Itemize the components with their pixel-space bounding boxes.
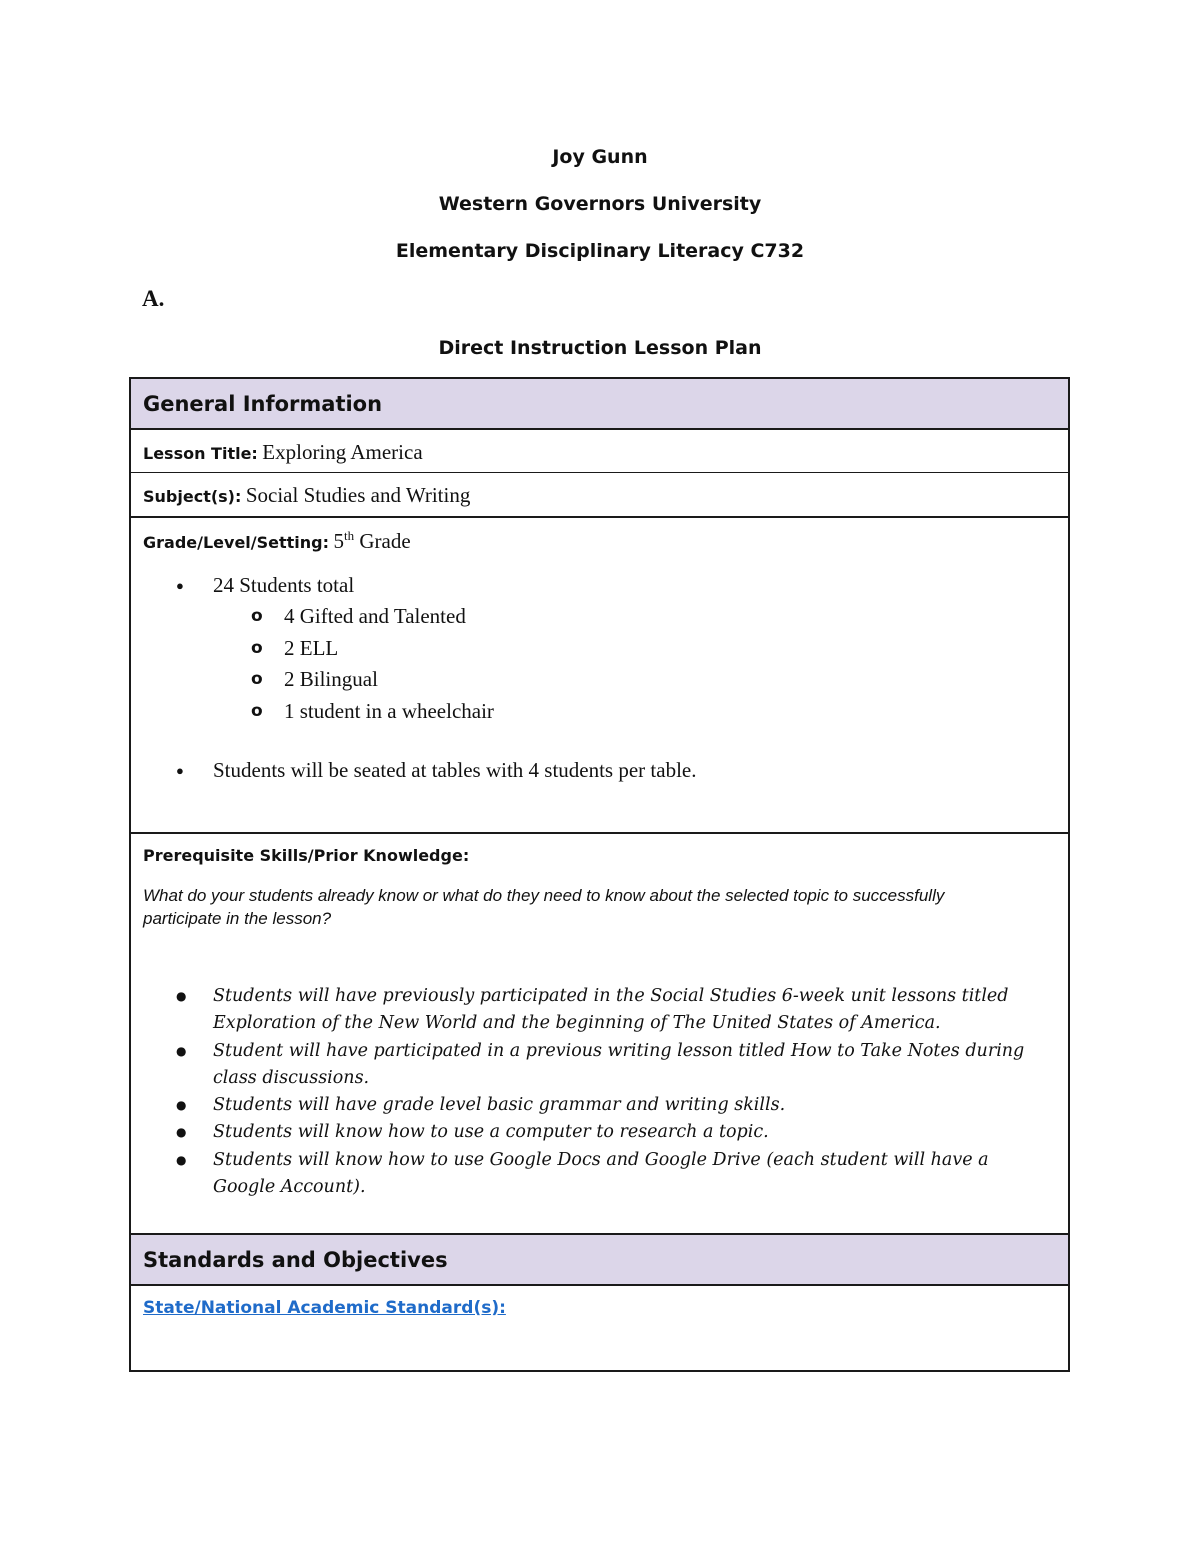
student-subgroups-list bbox=[143, 601, 1056, 727]
list-item: o 4 Gifted and Talented bbox=[143, 601, 1056, 633]
student-composition-list bbox=[143, 570, 1056, 601]
academic-standards-link[interactable]: State/National Academic Standard(s): bbox=[143, 1298, 506, 1318]
course-name: Elementary Disciplinary Literacy C732 bbox=[395, 240, 805, 262]
lesson-title-value: Exploring America bbox=[262, 440, 423, 464]
lesson-title-row bbox=[131, 430, 1068, 473]
prerequisite-list bbox=[143, 983, 1056, 1201]
list-item: ● Students will know how to use a computer to research a topic. bbox=[143, 1119, 1056, 1146]
grade-level-setting-row bbox=[131, 518, 1068, 834]
list-item: o 1 student in a wheelchair bbox=[143, 696, 1056, 728]
prerequisite-label: Prerequisite Skills/Prior Knowledge: bbox=[143, 846, 470, 865]
list-item: o 2 Bilingual bbox=[143, 664, 1056, 696]
list-item: ● Students will have previously participated in the Social Studies 6-week unit lessons titled Exploration of the New World and the beginning of The United States of America. bbox=[143, 983, 1056, 1038]
document-title: Direct Instruction Lesson Plan bbox=[438, 337, 762, 359]
list-item: ● Student will have participated in a previous writing lesson titled How to Take Notes during class discussions. bbox=[143, 1038, 1056, 1093]
list-item: ● Students will be seated at tables with 4 students per table. bbox=[143, 755, 1056, 786]
standards-objectives-header bbox=[131, 1235, 1068, 1286]
author-name: Joy Gunn bbox=[552, 146, 648, 168]
institution-name: Western Governors University bbox=[438, 193, 762, 215]
subjects-row bbox=[131, 473, 1068, 518]
subjects-value: Social Studies and Writing bbox=[245, 483, 471, 507]
prerequisite-question: What do your students already know or what do they need to know about the selected topic to successfully participate in the lesson? bbox=[143, 886, 945, 928]
prerequisite-skills-row bbox=[131, 834, 1068, 1235]
grade-text: Grade bbox=[359, 529, 411, 553]
list-item: ● Students will have grade level basic grammar and writing skills. bbox=[143, 1092, 1056, 1119]
grade-suffix: th bbox=[343, 528, 355, 543]
general-information-header bbox=[131, 379, 1068, 430]
list-item: o 2 ELL bbox=[143, 633, 1056, 665]
lesson-title-label: Lesson Title: bbox=[143, 444, 258, 463]
grade-number: 5 bbox=[333, 529, 344, 553]
standards-heading: Standards and Objectives bbox=[143, 1247, 448, 1272]
grade-label: Grade/Level/Setting: bbox=[143, 533, 330, 552]
seating-list bbox=[143, 755, 1056, 786]
lesson-plan-table bbox=[129, 377, 1070, 1372]
section-letter: A. bbox=[142, 286, 165, 311]
subjects-label: Subject(s): bbox=[143, 487, 242, 506]
standards-row bbox=[131, 1286, 1068, 1370]
general-information-heading: General Information bbox=[143, 391, 383, 416]
list-item: ● 24 Students total bbox=[143, 570, 1056, 601]
list-item: ● Students will know how to use Google Docs and Google Drive (each student will have a Google Account). bbox=[143, 1147, 1056, 1202]
